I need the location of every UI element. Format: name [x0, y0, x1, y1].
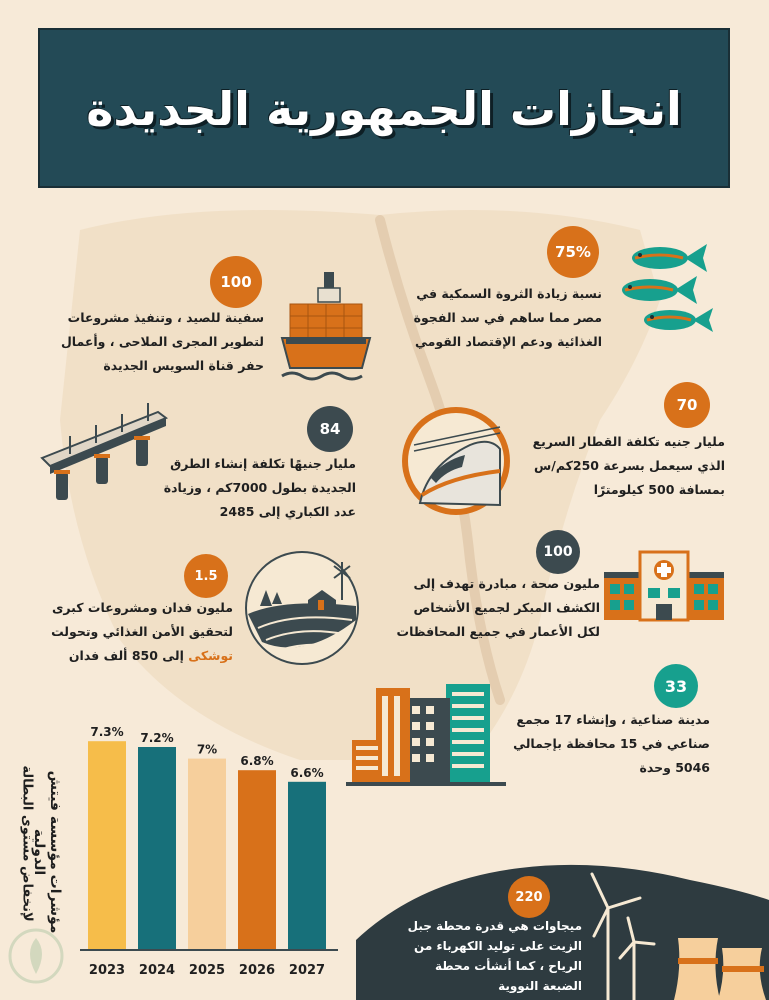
industry-stat-badge: 33: [654, 664, 698, 708]
data-label-2025: 7%: [196, 742, 218, 757]
data-label-2024: 7.2%: [140, 731, 174, 745]
watermark-logo: [6, 926, 66, 996]
health-stat-text: مليون صحة ، مبادرة تهدف إلى الكشف المبكر لجميع الأشخاص لكل الأعمار في جميع المحافظات: [396, 576, 600, 639]
train-stat-badge: 70: [664, 382, 710, 428]
category-label-2027: 2027: [288, 963, 326, 978]
energy-stat-badge: 220: [508, 876, 550, 918]
bar-2023: [88, 741, 126, 950]
wind-turbine-icon: [578, 868, 768, 1000]
bar-2026: [238, 770, 276, 950]
data-label-2027: 6.6%: [290, 765, 324, 780]
ship-stat-badge: 100: [210, 256, 262, 308]
bar-2025: [188, 759, 226, 950]
chart-axis-label-line1: مؤشرات مؤسسة فيتش الدولية: [31, 770, 63, 934]
category-label-2024: 2024: [138, 963, 176, 978]
page-title: انجازات الجمهورية الجديدة: [86, 82, 682, 136]
bar-2027: [288, 782, 326, 950]
unemployment-bar-chart: [80, 725, 340, 990]
chart-axis-label-line2: لإنخفاض مستوى البطالة: [19, 765, 35, 922]
farm-stat-text: مليون فدان ومشروعات كبرى لتحقيق الأمن الغذائي وتحولت توشكى إلى 850 ألف فدان: [51, 600, 233, 663]
roads-stat-text: مليار جنيهًا تكلفة إنشاء الطرق الجديدة بطول 7000كم ، وزيادة عدد الكباري إلى 2485: [163, 456, 356, 519]
industry-stat-text: مدينة صناعية ، وإنشاء 17 مجمع صناعي في 15 محافظة بإجمالي 5046 وحدة: [513, 712, 710, 775]
category-label-2023: 2023: [88, 963, 126, 978]
category-label-2026: 2026: [238, 963, 276, 978]
energy-stat-text: ميجاوات هي قدرة محطة جبل الزيت على توليد الكهرباء من الرياح ، كما أنشأت محطة الضبعة النووية: [407, 919, 582, 993]
fish-stat-badge: 75%: [547, 226, 599, 278]
data-label-2026: 6.8%: [240, 754, 274, 769]
category-label-2025: 2025: [188, 963, 226, 978]
farm-stat-badge: 1.5: [184, 554, 228, 598]
bar-2024: [138, 747, 176, 950]
ship-stat-text: سفينة للصيد ، وتنفيذ مشروعات لتطوير المجرى الملاحى ، وأعمال حفر قناة السويس الجديدة: [60, 310, 264, 373]
data-label-2023: 7.3%: [90, 725, 124, 740]
train-stat-text: مليار جنيه تكلفة القطار السريع الذي سيعمل بسرعة 250كم/س بمسافة 500 كيلومترًا: [532, 434, 725, 497]
fish-stat-text: نسبة زيادة الثروة السمكية في مصر مما ساهم في سد الفجوة الغذائية ودعم الإقتصاد القومي: [413, 286, 602, 349]
roads-stat-badge: 84: [307, 406, 353, 452]
health-stat-badge: 100: [536, 530, 580, 574]
